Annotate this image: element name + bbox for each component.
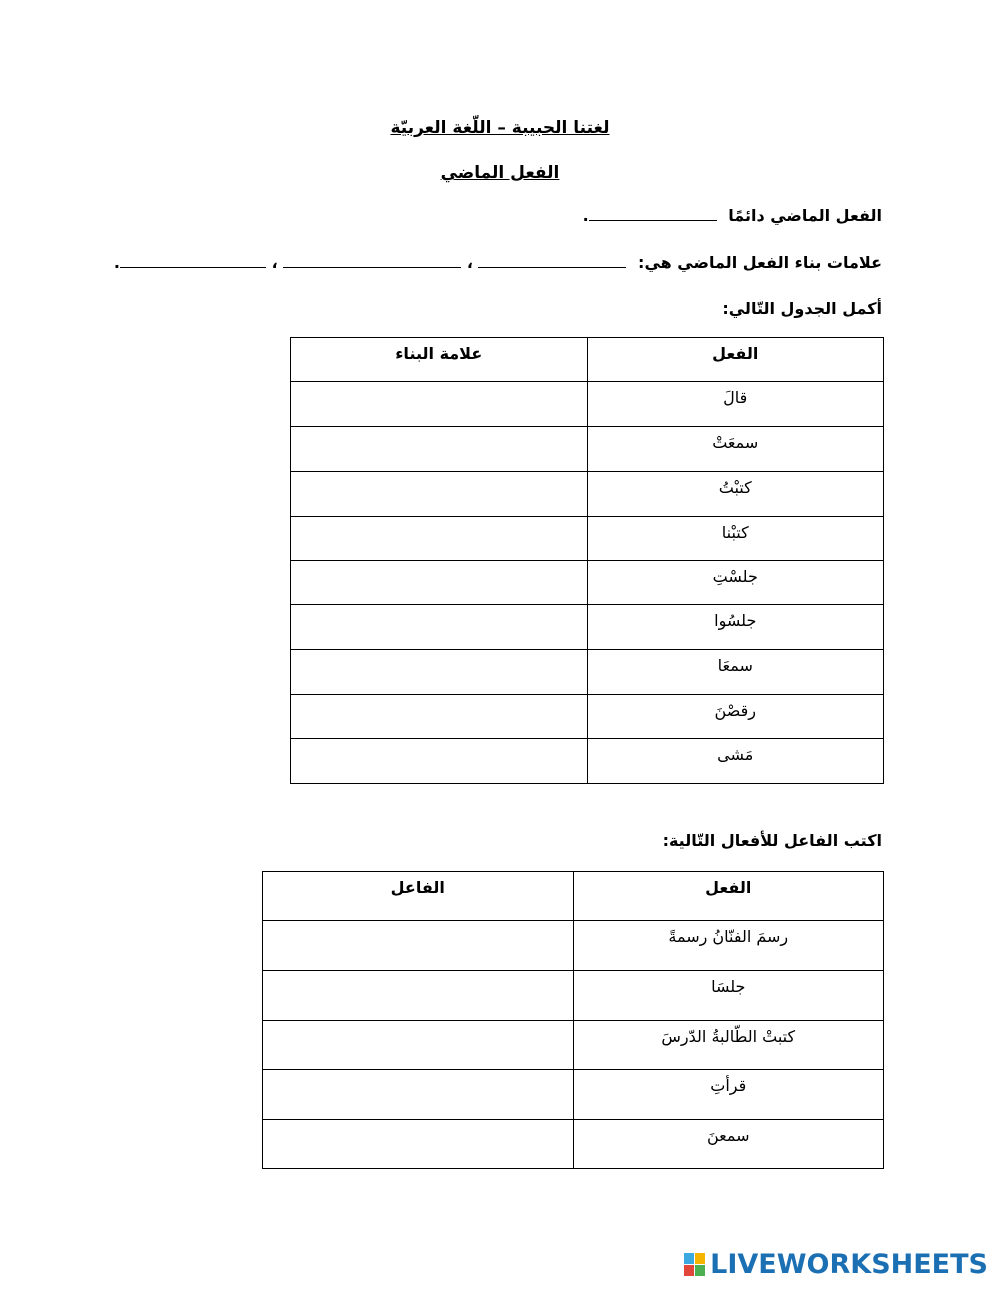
liveworksheets-cube-icon	[684, 1253, 706, 1277]
answer-cell[interactable]	[263, 971, 574, 1021]
statement-2-end: .	[113, 253, 120, 272]
table-row	[263, 1070, 884, 1120]
header-subject: الفاعل	[263, 872, 574, 921]
table-row	[291, 382, 884, 427]
verb-cell: سمعَتْ	[587, 427, 884, 472]
statement-2-text: علامات بناء الفعل الماضي هي:	[638, 253, 882, 272]
table-row	[263, 1021, 884, 1070]
answer-cell[interactable]	[291, 739, 588, 784]
verb-cell: كتبْنا	[587, 517, 884, 561]
table-header-row	[291, 338, 884, 382]
sentence-cell: سمعنَ	[573, 1120, 883, 1169]
answer-cell[interactable]	[291, 472, 588, 517]
table-header-row	[263, 872, 884, 921]
verb-cell: مَشى	[587, 739, 884, 784]
answer-cell[interactable]	[263, 921, 574, 971]
table-row	[291, 695, 884, 739]
table-row	[291, 739, 884, 784]
liveworksheets-logo[interactable]	[684, 1249, 988, 1280]
verb-cell: رقصْنَ	[587, 695, 884, 739]
separator-2: ،	[271, 253, 278, 272]
sentence-cell: كتبتْ الطّالبةُ الدّرسَ	[573, 1021, 883, 1070]
statement-line-2	[114, 253, 882, 272]
subject-table	[262, 871, 884, 1169]
header-construction-mark: علامة البناء	[291, 338, 588, 382]
statement-1-end: .	[582, 206, 589, 225]
brand-name: LIVEWORKSHEETS	[710, 1249, 988, 1280]
verb-cell: قالَ	[587, 382, 884, 427]
separator-1: ،	[466, 253, 473, 272]
header-verb: الفعل	[587, 338, 884, 382]
answer-cell[interactable]	[291, 695, 588, 739]
statement-line-1	[583, 206, 882, 225]
statement-1-text: الفعل الماضي دائمًا	[728, 206, 882, 225]
answer-cell[interactable]	[263, 1120, 574, 1169]
answer-cell[interactable]	[291, 605, 588, 650]
answer-cell[interactable]	[291, 382, 588, 427]
answer-cell[interactable]	[263, 1021, 574, 1070]
table-row	[291, 472, 884, 517]
answer-cell[interactable]	[263, 1070, 574, 1120]
header-verb: الفعل	[573, 872, 883, 921]
section1-prompt: أكمل الجدول التّالي:	[722, 299, 882, 318]
section2-prompt: اكتب الفاعل للأفعال التّالية:	[662, 831, 882, 850]
table-row	[291, 561, 884, 605]
verb-cell: كتبْتُ	[587, 472, 884, 517]
sentence-cell: جلسَا	[573, 971, 883, 1021]
answer-blank-2b[interactable]	[283, 255, 461, 268]
table-row	[263, 921, 884, 971]
page-title: لغتنا الحبيبة – اللّغة العربيّة	[390, 118, 610, 138]
sentence-cell: قرأتِ	[573, 1070, 883, 1120]
answer-blank-1[interactable]	[589, 208, 717, 221]
sentence-cell: رسمَ الفنّانُ رسمةً	[573, 921, 883, 971]
past-verb-table	[290, 337, 884, 784]
verb-cell: جلسُوا	[587, 605, 884, 650]
answer-cell[interactable]	[291, 517, 588, 561]
answer-cell[interactable]	[291, 561, 588, 605]
table-row	[291, 650, 884, 695]
answer-cell[interactable]	[291, 427, 588, 472]
verb-cell: جلسْتِ	[587, 561, 884, 605]
page-subtitle: الفعل الماضي	[440, 163, 560, 183]
table-row	[291, 605, 884, 650]
table-row	[291, 427, 884, 472]
table-row	[263, 1120, 884, 1169]
answer-cell[interactable]	[291, 650, 588, 695]
answer-blank-2a[interactable]	[478, 255, 626, 268]
verb-cell: سمعَا	[587, 650, 884, 695]
answer-blank-2c[interactable]	[120, 255, 266, 268]
table-row	[263, 971, 884, 1021]
table-row	[291, 517, 884, 561]
